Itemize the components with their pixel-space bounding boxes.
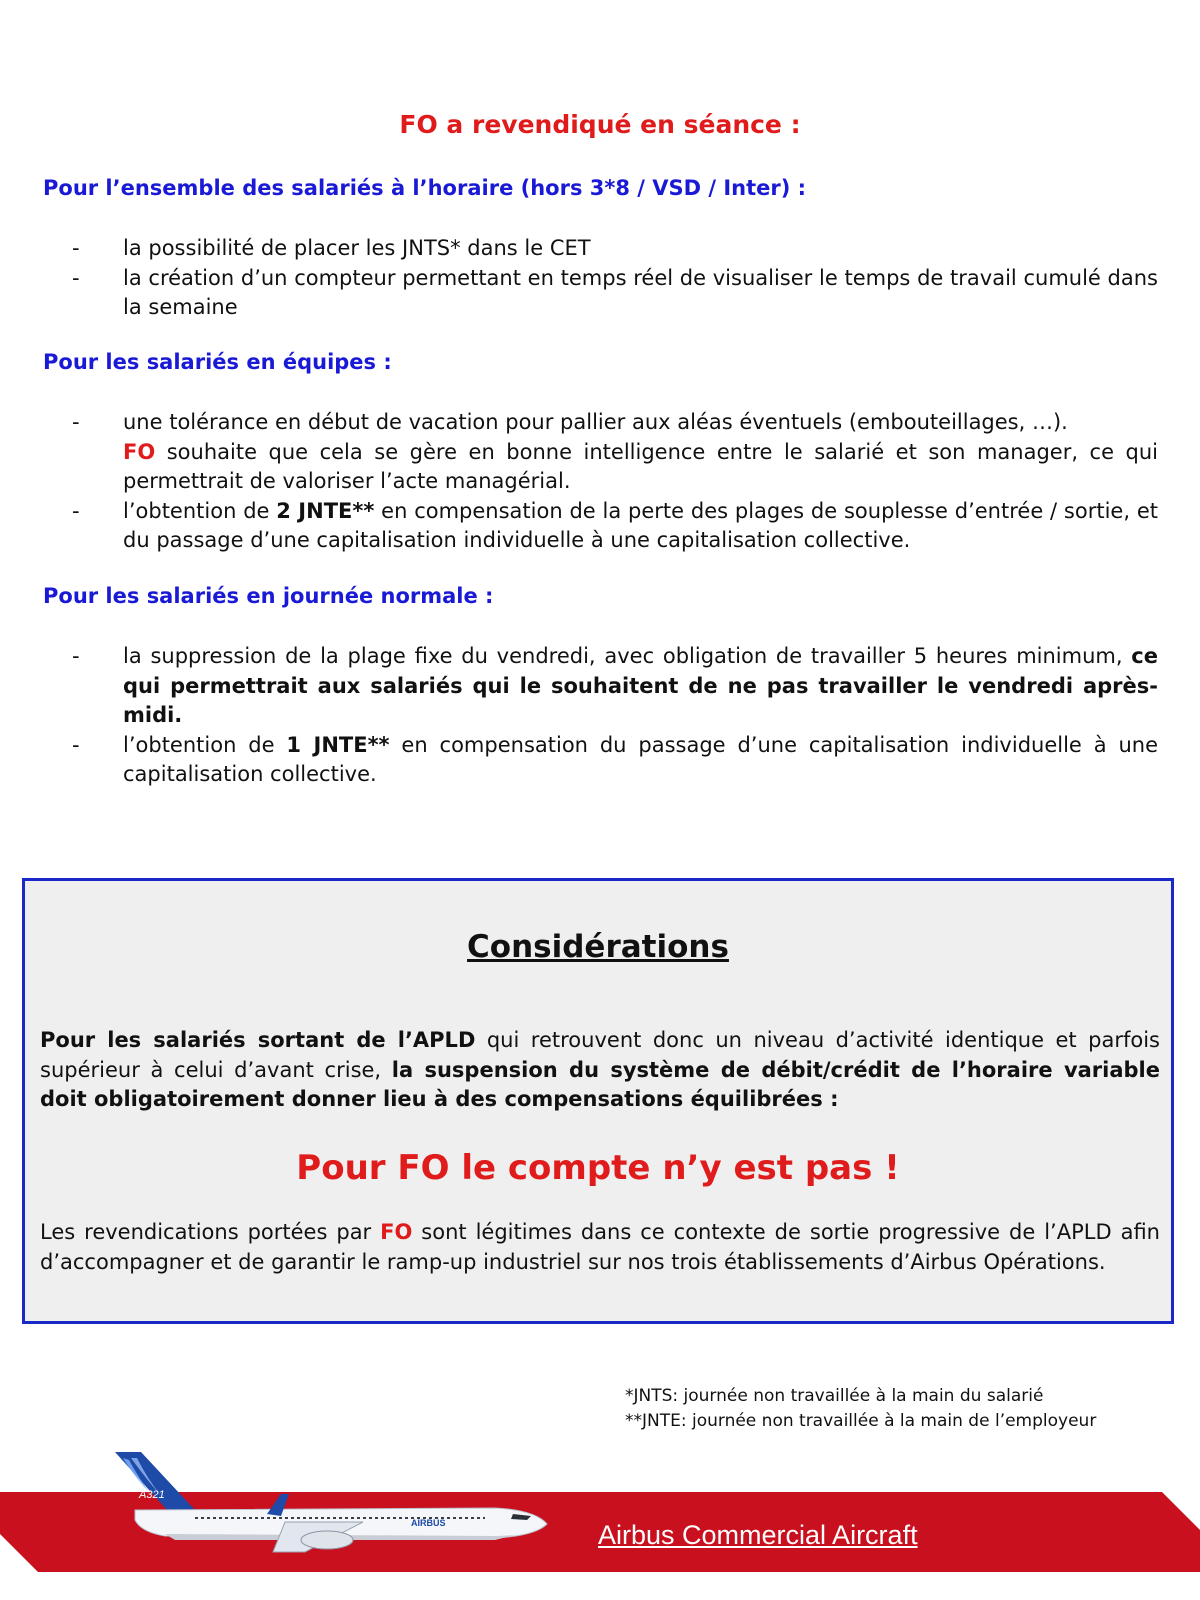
section-heading-journee-normale: Pour les salariés en journée normale : — [43, 584, 494, 608]
page-title: FO a revendiqué en séance : — [399, 110, 801, 139]
considerations-box — [22, 878, 1174, 1324]
banner-label: Airbus Commercial Aircraft — [598, 1520, 918, 1550]
footnote-jnts: *JNTS: journée non travaillée à la main du salarié — [625, 1386, 1044, 1406]
box-paragraph-revendications: Les revendications portées par FO sont légitimes dans ce contexte de sortie progressive de l’APLD afin d’accompagner et de garantir le ramp-up industriel sur nos trois établissements d’Airbus Opérations. — [40, 1220, 1160, 1274]
box-headline: Pour FO le compte n’y est pas ! — [296, 1148, 900, 1188]
fo-mention: FO — [123, 439, 156, 464]
list-equipes — [72, 408, 1158, 556]
box-title: Considérations — [467, 929, 729, 965]
list-item: - une tolérance en début de vacation pour pallier aux aléas éventuels (embouteillages, …). FO souhaite que cela se gère en bonne intelligence entre le salarié et son manager, ce qui permettrait de valoriser l’acte managérial. — [72, 410, 1158, 493]
section-heading-equipes: Pour les salariés en équipes : — [43, 350, 392, 374]
airplane-engine — [301, 1531, 353, 1549]
footnote-jnte: **JNTE: journée non travaillée à la main de l’employeur — [625, 1411, 1097, 1431]
list-horaire — [72, 234, 1158, 323]
fo-mention: FO — [380, 1220, 413, 1244]
list-item: - la suppression de la plage fixe du vendredi, avec obligation de travailler 5 heures minimum, ce qui permettrait aux salariés qui le souhaitent de ne pas travailler le vendredi après-midi. — [72, 644, 1158, 727]
aircraft-model-label: A321 — [139, 1489, 165, 1501]
list-item: - la possibilité de placer les JNTS* dans le CET — [72, 236, 591, 260]
list-item: - l’obtention de 2 JNTE** en compensation de la perte des plages de souplesse d’entrée / sortie, et du passage d’une capitalisation individuelle à une capitalisation collective. — [72, 498, 1158, 552]
box-paragraph-apld: Pour les salariés sortant de l’APLD qui retrouvent donc un niveau d’activité identique et parfois supérieur à celui d’avant crise, la suspension du système de débit/crédit de l’horaire variable doit obligatoirement donner lieu à des compensations équilibrées : — [40, 1028, 1160, 1111]
list-journee-normale — [72, 642, 1158, 790]
list-item: - la création d’un compteur permettant en temps réel de visualiser le temps de travail cumulé dans la semaine — [72, 265, 1158, 319]
list-item: - l’obtention de 1 JNTE** en compensation du passage d’une capitalisation individuelle à une capitalisation collective. — [72, 732, 1159, 786]
section-heading-horaire: Pour l’ensemble des salariés à l’horaire (hors 3*8 / VSD / Inter) : — [43, 176, 807, 200]
fuselage-logo: AIRBUS — [411, 1518, 446, 1528]
airplane-icon — [95, 1448, 555, 1558]
